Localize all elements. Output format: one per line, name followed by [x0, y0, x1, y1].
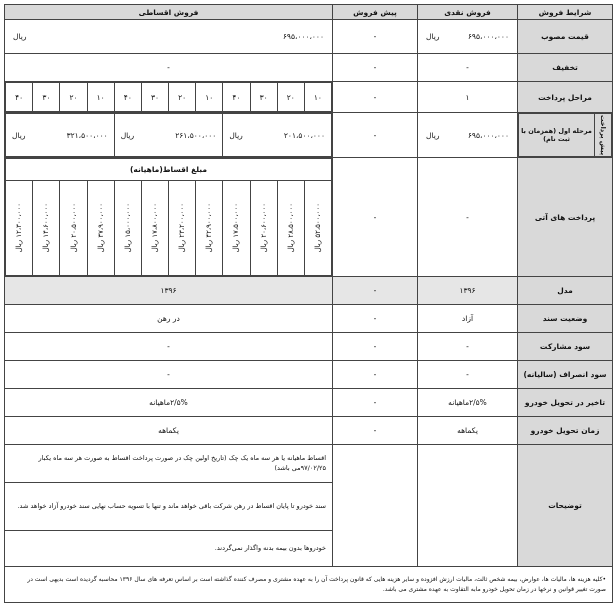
cell-discount-cash: -: [418, 54, 518, 82]
cell-first-stage-label: [518, 113, 613, 158]
cell-delivery-cash: یکماهه: [418, 417, 518, 445]
cell-delay-installment: ۲/۵%ماهیانه: [5, 389, 333, 417]
sales-conditions-table-wrapper: [4, 4, 612, 604]
cell-cancel-cash: -: [418, 361, 518, 389]
price-installment-value: ۶۹۵،۰۰۰،۰۰۰: [282, 32, 324, 41]
note-1: اقساط ماهیانه یا هر سه ماه یک چک (تاریخ اولین چک در صورت پرداخت اقساط به صورت هر سه ماه یکبار ۹۷/۰۲/۲۵می باشد): [5, 445, 333, 483]
monthly-label: مبلغ اقساط(ماهیانه): [6, 159, 332, 181]
price-cash-value: ۶۹۵،۰۰۰،۰۰۰: [467, 32, 509, 41]
label-first-stage: مرحله اول (همزمان با ثبت نام): [519, 114, 595, 157]
stage-value: ۱۰: [87, 83, 114, 112]
monthly-value: ۲۰،۶۰۰،۰۰۰ ریال: [250, 181, 277, 276]
header-presale: پیش فروش: [333, 5, 418, 20]
label-future-payments: پرداخت های آتی: [518, 158, 613, 277]
first-stage-plan: ۲۶۱،۵۰۰،۰۰۰ ریال: [114, 114, 223, 157]
stage-value: ۴۰: [223, 83, 250, 112]
cell-discount-presale: -: [333, 54, 418, 82]
monthly-grid: [5, 158, 332, 276]
cell-stages-installment: [5, 82, 333, 113]
stage-value: ۳۰: [250, 83, 277, 112]
monthly-value: ۵۲،۵۰۰،۰۰۰ ریال: [304, 181, 331, 276]
cell-first-stage-installment: [5, 113, 333, 158]
cell-future-presale: -: [333, 158, 418, 277]
row-discount: [5, 54, 613, 82]
cell-price-installment: [5, 20, 333, 54]
stage-value: ۲۰: [169, 83, 196, 112]
row-delivery: [5, 417, 613, 445]
row-footnote: [5, 567, 613, 603]
label-doc-status: وضعیت سند: [518, 305, 613, 333]
cell-notes-presale: [333, 445, 418, 567]
stage-value: ۱۰: [196, 83, 223, 112]
cell-delay-cash: ۲/۵%ماهیانه: [418, 389, 518, 417]
price-installment-currency: ریال: [13, 32, 27, 41]
cell-delay-presale: -: [333, 389, 418, 417]
label-profit: سود مشارکت: [518, 333, 613, 361]
cell-stages-presale: -: [333, 82, 418, 113]
row-cancel-profit: [5, 361, 613, 389]
label-delay: تاخیر در تحویل خودرو: [518, 389, 613, 417]
row-first-stage: [5, 113, 613, 158]
cell-delivery-presale: -: [333, 417, 418, 445]
cell-future-installment: [5, 158, 333, 277]
label-notes: توضیحات: [518, 445, 613, 567]
stage-value: ۴۰: [114, 83, 141, 112]
cell-model-presale: -: [333, 277, 418, 305]
cell-model-cash: ۱۳۹۶: [418, 277, 518, 305]
monthly-value: ۱۲،۳۰۰،۰۰۰ ریال: [6, 181, 33, 276]
cell-cancel-presale: -: [333, 361, 418, 389]
cell-price-presale: -: [333, 20, 418, 54]
row-notes-1: [5, 445, 613, 483]
stage-value: ۲۰: [60, 83, 87, 112]
cell-cancel-installment: -: [5, 361, 333, 389]
row-model: [5, 277, 613, 305]
row-stages: [5, 82, 613, 113]
first-stage-label-grid: [518, 113, 612, 157]
monthly-value: ۱۴،۶۰۰،۰۰۰ ریال: [33, 181, 60, 276]
first-stage-plan: ۳۲۱،۵۰۰،۰۰۰ ریال: [6, 114, 115, 157]
monthly-value: ۲۸،۵۰۰،۰۰۰ ریال: [277, 181, 304, 276]
label-model: مدل: [518, 277, 613, 305]
cell-profit-presale: -: [333, 333, 418, 361]
first-stage-cash-value: ۶۹۵،۰۰۰،۰۰۰: [467, 130, 509, 140]
monthly-value: ۴۲،۹۰۰،۰۰۰ ریال: [196, 181, 223, 276]
header-row: [5, 5, 613, 20]
first-stage-grid: [5, 113, 332, 157]
header-conditions: شرایط فروش: [518, 5, 613, 20]
stage-value: ۳۰: [33, 83, 60, 112]
label-deposit: پیش پرداخت: [595, 114, 612, 157]
monthly-value: ۱۷،۸۰۰،۰۰۰ ریال: [141, 181, 168, 276]
cell-doc-cash: آزاد: [418, 305, 518, 333]
stage-value: ۲۰: [277, 83, 304, 112]
cell-doc-installment: در رهن: [5, 305, 333, 333]
note-2: سند خودرو تا پایان اقساط در رهن شرکت باقی خواهد ماند و تنها با تسویه حساب نهایی سند خودرو آزاد خواهد شد.: [5, 483, 333, 531]
cell-first-stage-presale: -: [333, 113, 418, 158]
row-profit: [5, 333, 613, 361]
stages-grid: [5, 82, 332, 112]
monthly-value: ۳۷،۹۰۰،۰۰۰ ریال: [87, 181, 114, 276]
cell-stages-cash: ۱: [418, 82, 518, 113]
label-discount: تخفیف: [518, 54, 613, 82]
label-price: قیمت مصوب: [518, 20, 613, 54]
cell-model-installment: ۱۳۹۶: [5, 277, 333, 305]
row-price: [5, 20, 613, 54]
header-installment: فروش اقساطی: [5, 5, 333, 20]
cell-first-stage-cash: [418, 113, 518, 158]
stage-value: ۱۰: [304, 83, 331, 112]
cell-discount-installment: -: [5, 54, 333, 82]
footnote: •کلیه هزینه ها، مالیات ها، عوارض، بیمه شخص ثالث، مالیات ارزش افزوده و سایر هزینه هایی که قانون پرداخت آن را به عهده مشتری و مصرف کننده گذاشته است بر اساس تعرفه های سال ۱۳۹۶ محاسبه گردیده است بدیهی است در صورت تغییر قوانین و نرخها در زمان تحویل خودرو مابه التفاوت به عهده مشتری می باشد.: [5, 567, 613, 603]
cell-notes-cash: [418, 445, 518, 567]
header-cash: فروش نقدی: [418, 5, 518, 20]
label-stages: مراحل پرداخت: [518, 82, 613, 113]
stage-value: ۳۰: [141, 83, 168, 112]
monthly-value: ۲۰،۵۰۰،۰۰۰ ریال: [60, 181, 87, 276]
monthly-value: ۲۳،۲۰۰،۰۰۰ ریال: [169, 181, 196, 276]
cell-future-cash: -: [418, 158, 518, 277]
first-stage-cash-currency: ریال: [426, 130, 440, 140]
cell-delivery-installment: یکماهه: [5, 417, 333, 445]
first-stage-plan: ۲۰۱،۵۰۰،۰۰۰ ریال: [223, 114, 332, 157]
row-delay: [5, 389, 613, 417]
label-cancel-profit: سود انصراف (سالیانه): [518, 361, 613, 389]
monthly-value: ۱۷،۵۰۰،۰۰۰ ریال: [223, 181, 250, 276]
cell-price-cash: [418, 20, 518, 54]
row-doc-status: [5, 305, 613, 333]
monthly-value: ۱۵،۰۰۰،۰۰۰ ریال: [114, 181, 141, 276]
price-cash-currency: ریال: [426, 32, 440, 41]
stage-value: ۴۰: [6, 83, 33, 112]
note-3: خودروها بدون بیمه بدنه واگذار نمی‌گردند.: [5, 531, 333, 567]
row-future-payments: [5, 158, 613, 277]
cell-profit-installment: -: [5, 333, 333, 361]
cell-profit-cash: -: [418, 333, 518, 361]
sales-conditions-table: [4, 4, 613, 603]
label-delivery: زمان تحویل خودرو: [518, 417, 613, 445]
cell-doc-presale: -: [333, 305, 418, 333]
